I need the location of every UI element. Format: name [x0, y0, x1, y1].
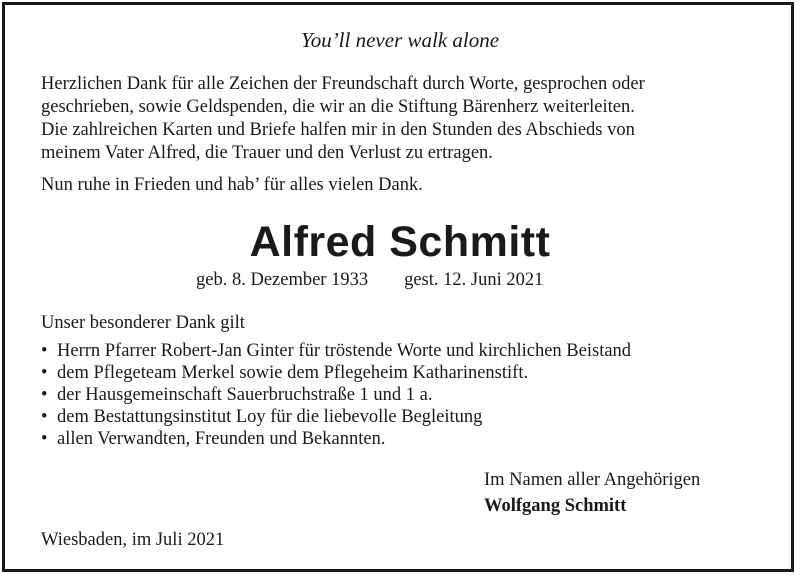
list-item-text: allen Verwandten, Freunden und Bekannten. — [57, 429, 386, 449]
list-item — [41, 428, 631, 450]
bullet: • — [41, 407, 48, 427]
place-date: Wiesbaden, im Juli 2021 — [41, 530, 225, 550]
list-item-text: Herrn Pfarrer Robert-Jan Ginter für tröstende Worte und kirchlichen Beistand — [57, 341, 632, 361]
paragraph-line: Herzlichen Dank für alle Zeichen der Freundschaft durch Worte, gesprochen oder — [41, 74, 645, 94]
thanks-paragraph — [41, 73, 781, 165]
bullet: • — [41, 429, 48, 449]
thanks-intro: Unser besonderer Dank gilt — [41, 313, 245, 333]
list-item-text: der Hausgemeinschaft Sauerbruchstraße 1 und 1 a. — [57, 385, 433, 405]
motto: You’ll never walk alone — [300, 28, 500, 52]
life-dates — [196, 270, 543, 291]
paragraph-line: Die zahlreichen Karten und Briefe halfen mir in den Stunden des Abschieds von — [41, 120, 635, 140]
paragraph-line: meinem Vater Alfred, die Trauer und den Verlust zu ertragen. — [41, 143, 493, 163]
bullet: • — [41, 363, 48, 383]
bullet: • — [41, 341, 48, 361]
paragraph-line: geschrieben, sowie Geldspenden, die wir an die Stiftung Bärenherz weiterleiten. — [41, 97, 635, 117]
thanks-list — [41, 340, 631, 450]
list-item-text: dem Bestattungsinstitut Loy für die liebevolle Begleitung — [57, 407, 483, 427]
list-item — [41, 340, 631, 362]
list-item-text: dem Pflegeteam Merkel sowie dem Pflegeheim Katharinenstift. — [57, 363, 529, 383]
list-item — [41, 406, 631, 428]
death-date: gest. 12. Juni 2021 — [404, 270, 544, 290]
closing-line: Nun ruhe in Frieden und hab’ für alles vielen Dank. — [41, 175, 423, 195]
bullet: • — [41, 385, 48, 405]
signature-name: Wolfgang Schmitt — [484, 496, 627, 516]
deceased-name: Alfred Schmitt — [249, 218, 551, 266]
list-item — [41, 362, 631, 384]
signature-line: Im Namen aller Angehörigen — [484, 470, 701, 490]
list-item — [41, 384, 631, 406]
birth-date: geb. 8. Dezember 1933 — [196, 270, 369, 290]
